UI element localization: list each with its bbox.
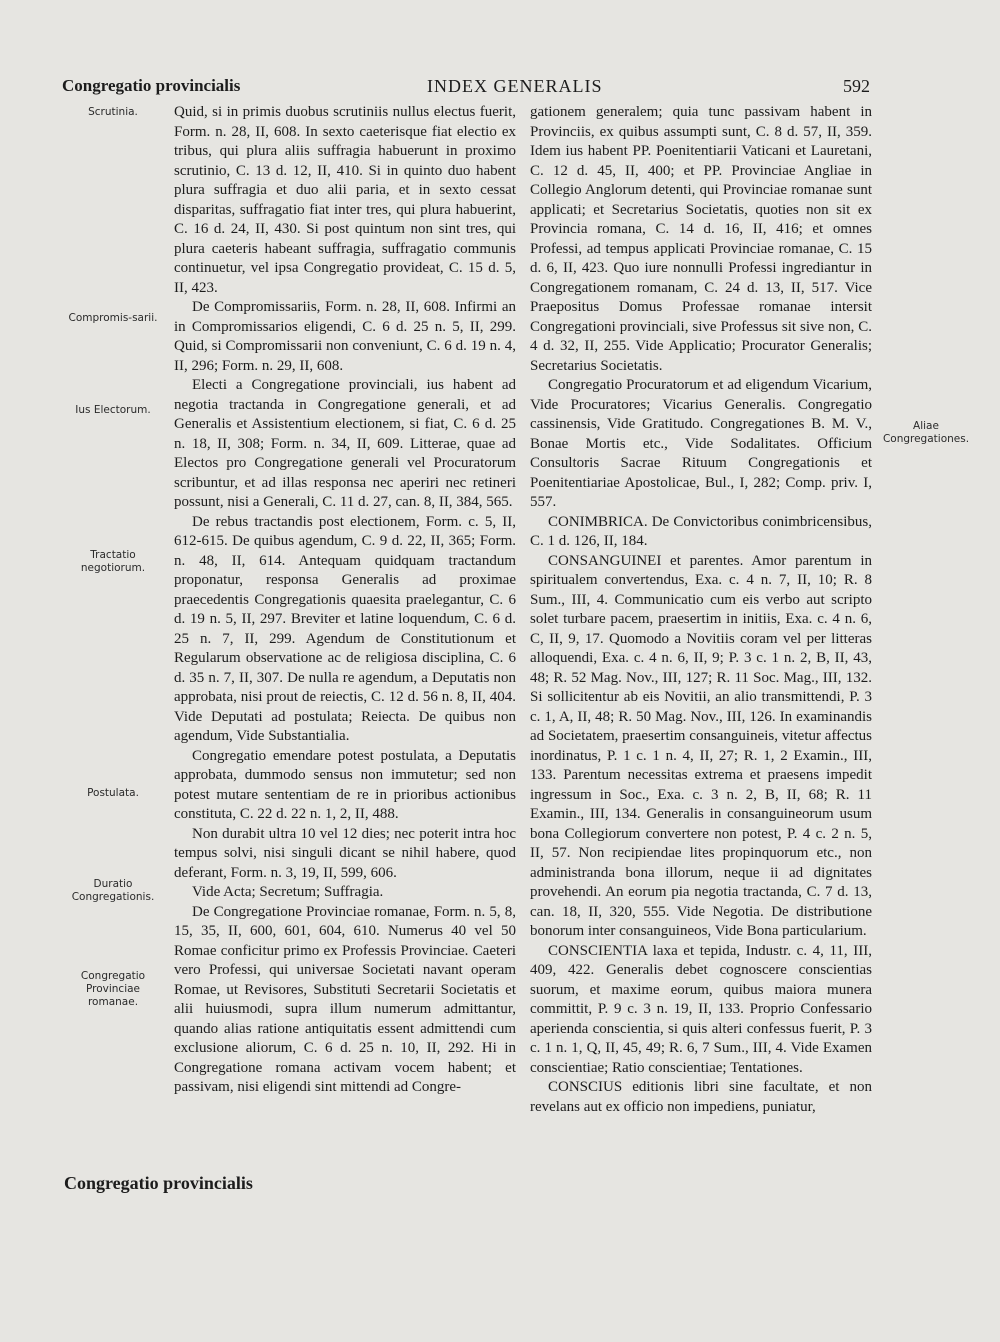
margin-note-tractatio: Tractatio negotiorum. (80, 549, 146, 574)
entry-conimbrica: CONIMBRICA. De Convictoribus conimbricensibus, C. 1 d. 126, II, 184. (530, 513, 872, 549)
paragraph-tractatio: De rebus tractandis post electionem, Form. c. 5, II, 612-615. De quibus agendum, C. 9 d. 22, II, 365; Form. n. 48, II, 614. Antequam quidquam tractandum proponatur, responsa Generalis ad proximae praecedentis Congregationis quaesita praelegantur, C. 6 d. 19 n. 5, II, 297. Breviter et latine loquendum, C. 6 d. 25 n. 7, II, 299. Agendum de Constitutionum et Regularum observatione ac de religiosa disciplina, C. 6 d. 35 n. 7, II, 307. De nulla re agendum, a Deputatis non approbata, nisi prout de reiectis, C. 12 d. 56 n. 8, II, 404. Vide Deputati ad postulata; Reiecta. De quibus non agendum, Vide Substantialia. (174, 513, 516, 744)
entry-conscientia: CONSCIENTIA laxa et tepida, Industr. c. 4, 11, III, 409, 422. Generalis debet cognoscere conscientias suorum, et maxime eorum, quibus maiora munera committit, P. 9 c. 3 n. 19, II, 133. Proprio Confessario aperienda conscientia, si quis alteri confessus fuerit, P. 3 c. 1 n. 1, Q, II, 45, 49; R. 6, 7 Sum., III, 4. Vide Examen conscientiae; Ratio conscientiae; Tentationes. (530, 942, 872, 1076)
entry-consanguinei: CONSANGUINEI et parentes. Amor parentum in spiritualem convertendus, Exa. c. 4 n. 7, II, 10; R. 8 Sum., III, 4. Communicatio cum eis verbo aut scripto solet turbare pacem, praesertim in initiis, Exa. c. 4 n. 6, C, II, 9, 17. Quomodo a Novitiis coram vel per litteras alloquendi, Exa. c. 4 n. 6, II, 9; P. 3 c. 1 n. 2, B, II, 43, 48; R. 52 Mag. Nov., III, 127; R. 11 Soc. Mag., III, 132. Si sollicitentur ab eis Novitii, an alio transmittendi, P. 3 c. 1, A, II, 48; R. 50 Mag. Nov., III, 126. In examinandis ad Societatem, praesertim consanguineis, vitetur affectus inordinatus, P. 1 c. 1 n. 4, II, 27; R. 1, 2 Examin., III, 133. Parentum necessitas extrema et praesens impedit ingressum in Soc., Exa. c. 3 n. 2, B, II, 68; R. 11 Examin., III, 134. Generalis in consanguineorum usum bona Collegiorum convertere non potest, P. 4 c. 2 n. 5, II, 57. Non recipiendae lites propinquorum etc., non administranda bona illorum, neque ii ad dignitates provehendi. An eorum pia negotia tractanda, C. 7 d. 13, can. 18, II, 320, 555. Vide Negotia. De distributione bonorum inter consanguineos, Vide Bona particularium. (530, 552, 872, 939)
page-number: 592 (843, 76, 870, 96)
running-head-section: Congregatio provincialis (62, 76, 241, 95)
paragraph-compromissarii: De Compromissariis, Form. n. 28, II, 608. Infirmi an in Compromissarios eligendi, C. 6 d. 25 n. 5, II, 299. Quid, si Compromissarii non conveniunt, C. 6 d. 19 n. 4, II, 296; Form. n. 29, II, 608. (174, 299, 516, 374)
text-column-right (530, 103, 872, 1117)
paragraph-ius-electorum: Electi a Congregatione provinciali, ius habent ad negotia tractanda in Congregatione generali, et ad Generalis et Assistentium electionem, si fiat, C. 6 d. 25 n. 18, II, 308; Form. n. 34, II, 609. Litterae, quae ad Electos pro Congregatione generali vel Procuratorum scribuntur, et ad illas responsa nec aperiri nec retineri possunt, nisi a Generali, C. 11 d. 27, can. 8, II, 384, 565. (174, 377, 516, 510)
running-head (62, 76, 870, 102)
catchword: Congregatio provincialis (64, 1173, 253, 1193)
running-head-title: INDEX GENERALIS (427, 76, 603, 96)
paragraph-provinciae-romanae: De Congregatione Provinciae romanae, Form. n. 5, 8, 15, 35, II, 600, 601, 604, 610. Numerus 40 vel 50 Romae conficitur primo ex Professis Provinciae. Caeteri vero Professi, qui universae Societati navant operam Romae, ut Revisores, Substituti Secretarii Societatis et alii huiusmodi, supra illum numerum admittantur, quando alias ratione antiquitatis essent admittendi cum exclusione aliorum, C. 6 d. 25 n. 10, II, 292. Hi in Congregatione romana activam vocem habent; et passivam, nisi eligendi sint mittendi ad Congre- (174, 903, 516, 1095)
text-column-left (174, 103, 516, 1098)
paragraph-continuation: gationem generalem; quia tunc passivam habent in Provinciis, ex quibus assumpti sunt, C. 8 d. 57, II, 359. Idem ius habent PP. Poenitentiarii Vaticani et Lauretani, C. 12 d. 45, II, 400; et PP. Provinciae Angliae in Collegio Anglorum detenti, qui Provinciae romanae sunt applicati; et Secretarius Societatis, quoties non sit ex Provincia romana, C. 14 d. 16, II, 416; et omnes Professi, ad tempus applicati Provinciae romanae, C. 15 d. 6, II, 423. Quo iure nonnulli Professi ingrediantur in Congregationem romanam, C. 24 d. 13, II, 517. Vice Praepositus Domus Professae romanae intersit Congregationi provinciali, sive Professus sit sive non, C. 4 d. 32, II, 255. Vide Applicatio; Procurator Generalis; Secretarius Societatis. (530, 104, 872, 374)
margin-note-duratio: Duratio Congregationis. (71, 878, 155, 903)
margin-note-provinciae-romanae: Congregatio Provinciae romanae. (80, 970, 146, 1008)
paragraph-vide: Vide Acta; Secretum; Suffragia. (192, 884, 384, 900)
margin-note-ius-electorum: Ius Electorum. (75, 404, 151, 416)
paragraph-scrutinia: Quid, si in primis duobus scrutiniis nullus electus fuerit, Form. n. 28, II, 608. In sexto caeterisque fiat electio ex tribus, qui plura aliis suffragia habuerunt in proximo scrutinio, C. 13 d. 12, II, 410. Si in quinto duo habent plura suffragia et duo alii paria, et in sexto cessat disparitas, suffragatio fiat inter tres, qui plura habuerint, C. 16 d. 24, II, 430. Si post quintum non sint tres, qui plura caeteris habeant suffragia, suffragatio communis continuetur, vel ipsa Congregatio provideat, C. 15 d. 5, II, 423. (174, 104, 516, 296)
margin-note-aliae-congregationes: Aliae Congregationes. (882, 420, 970, 445)
paragraph-postulata: Congregatio emendare potest postulata, a Deputatis approbata, dummodo sensus non immutetur; sed non potest mutare sententiam de re in prioribus actionibus constituta, C. 22 d. 22 n. 1, 2, II, 488. (174, 747, 516, 822)
margin-note-postulata: Postulata. (87, 787, 139, 799)
entry-conscius: CONSCIUS editionis libri sine facultate, et non revelans aut ex officio non impediens, puniatur, (530, 1079, 872, 1115)
paragraph-aliae-congregationes: Congregatio Procuratorum et ad eligendum Vicarium, Vide Procuratores; Vicarius Generalis. Congregatio cassinensis, Vide Gratitudo. Congregationes B. M. V., Bonae Mortis etc., Vide Sodalitates. Officium Consultoris Sacrae Rituum Congregationis et Poenitentiariae Apostolicae, Bul., I, 282; Comp. priv. I, 557. (530, 377, 872, 510)
paragraph-duratio: Non durabit ultra 10 vel 12 dies; nec poterit intra hoc tempus solvi, nisi singuli dicant se nihil habere, quod deferant, Form. n. 3, 19, II, 599, 606. (174, 825, 516, 881)
margin-note-scrutinia: Scrutinia. (88, 106, 138, 118)
margin-note-compromissarii: Compromis-sarii. (68, 312, 158, 324)
